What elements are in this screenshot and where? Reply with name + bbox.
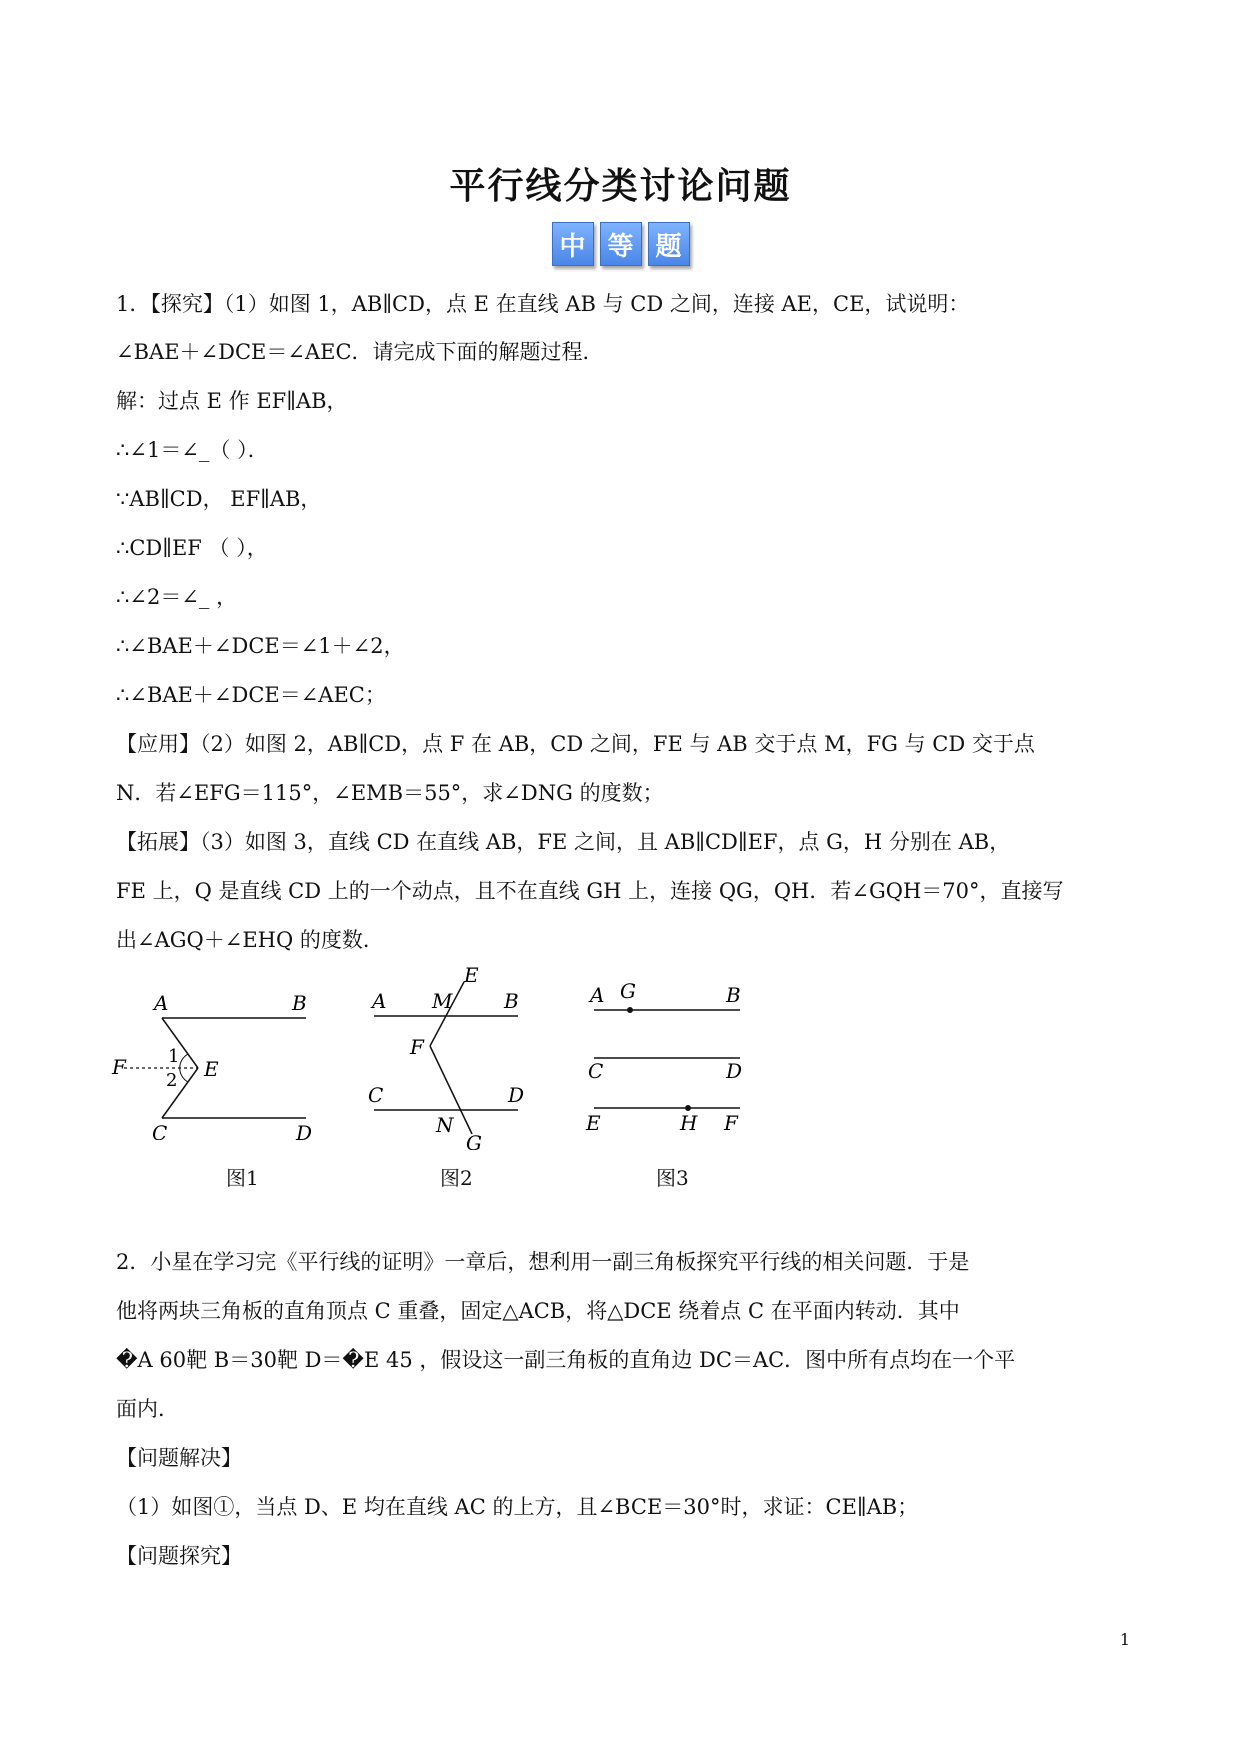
q1-line-14: 出∠AGQ＋∠EHQ 的度数． <box>116 928 384 952</box>
fig1-label-F: F <box>112 1055 126 1079</box>
fig1-label-A: A <box>154 991 169 1015</box>
fig2-label-D: D <box>508 1083 525 1107</box>
fig3-label-C: C <box>588 1059 604 1083</box>
q2-line-1: 2．小星在学习完《平行线的证明》一章后，想利用一副三角板探究平行线的相关问题．于是 <box>116 1250 970 1274</box>
q2-line-6: （1）如图①，当点 D、E 均在直线 AC 的上方，且∠BCE＝30°时，求证：CE∥AB； <box>116 1495 919 1519</box>
fig2-label-E: E <box>464 963 479 987</box>
q1-line-10: 【应用】（2）如图 2，AB∥CD，点 F 在 AB，CD 之间，FE 与 AB 交于点 M，FG 与 CD 交于点 <box>116 732 1035 756</box>
fig2-label-N: N <box>436 1113 454 1137</box>
fig2-label-G: G <box>466 1131 482 1150</box>
q2-heading-problem-solving: 【问题解决】 <box>116 1446 242 1470</box>
fig1-label-C: C <box>152 1121 168 1140</box>
fig2-label-A: A <box>372 989 387 1013</box>
figure-3 <box>580 970 760 1140</box>
fig2-label-M: M <box>432 989 453 1013</box>
fig1-label-E: E <box>204 1057 219 1081</box>
fig3-label-E: E <box>586 1111 601 1135</box>
fig2-label-B: B <box>504 989 519 1013</box>
badge-char-2: 等 <box>600 222 642 266</box>
fig3-label-A: A <box>590 983 605 1007</box>
q2-line-2: 他将两块三角板的直角顶点 C 重叠，固定△ACB，将△DCE 绕着点 C 在平面内转动．其中 <box>116 1299 960 1323</box>
page-title: 平行线分类讨论问题 <box>449 166 792 207</box>
fig3-label-D: D <box>726 1059 743 1083</box>
q1-line-9: ∴∠BAE＋∠DCE＝∠AEC； <box>116 683 386 707</box>
badge-char-1: 中 <box>552 222 594 266</box>
figure-1 <box>110 960 330 1140</box>
q1-line-11: N．若∠EFG＝115°，∠EMB＝55°，求∠DNG 的度数； <box>116 781 664 805</box>
q1-line-5: ∵AB∥CD， EF∥AB， <box>116 487 322 511</box>
fig3-label-G: G <box>620 979 636 1003</box>
q1-line-8: ∴∠BAE＋∠DCE＝∠1＋∠2， <box>116 634 405 658</box>
q1-line-3: 解：过点 E 作 EF∥AB， <box>116 389 348 413</box>
q1-line-1: 1．【探究】（1）如图 1，AB∥CD，点 E 在直线 AB 与 CD 之间，连接 AE，CE，试说明： <box>116 292 970 316</box>
q2-heading-problem-exploration: 【问题探究】 <box>116 1544 242 1568</box>
figure-2-caption: 图2 <box>440 1166 473 1190</box>
q1-line-7: ∴∠2＝∠_ ， <box>116 585 238 609</box>
q1-line-12: 【拓展】（3）如图 3，直线 CD 在直线 AB，FE 之间，且 AB∥CD∥EF，点 G，H 分别在 AB， <box>116 830 1011 854</box>
badge-char-3: 题 <box>648 222 690 266</box>
figure-3-caption: 图3 <box>656 1166 689 1190</box>
fig1-label-angle1: 1 <box>168 1046 180 1067</box>
fig1-label-D: D <box>296 1121 313 1140</box>
q1-line-2: ∠BAE＋∠DCE＝∠AEC．请完成下面的解题过程． <box>116 340 604 364</box>
q1-line-13: FE 上，Q 是直线 CD 上的一个动点，且不在直线 GH 上，连接 QG，QH．若∠GQH＝70°，直接写 <box>116 879 1064 903</box>
q2-line-3: �A 60靶 B＝30靶 D＝�E 45 ，假设这一副三角板的直角边 DC＝AC．图中所有点均在一个平 <box>116 1348 1016 1372</box>
fig3-label-B: B <box>726 983 741 1007</box>
q1-line-6: ∴CD∥EF （ ）， <box>116 536 268 560</box>
figure-1-caption: 图1 <box>226 1166 259 1190</box>
fig3-label-F: F <box>724 1111 738 1135</box>
fig1-label-angle2: 2 <box>166 1070 178 1091</box>
fig2-label-F: F <box>410 1035 424 1059</box>
difficulty-badge <box>0 222 1241 266</box>
fig3-label-H: H <box>680 1111 698 1135</box>
fig2-label-C: C <box>368 1083 384 1107</box>
q1-line-4: ∴∠1＝∠_（ ）． <box>116 438 269 462</box>
figure-2 <box>360 960 560 1150</box>
fig1-label-B: B <box>292 991 307 1015</box>
page-number: 1 <box>1119 1630 1130 1649</box>
q2-line-4: 面内． <box>116 1397 179 1421</box>
